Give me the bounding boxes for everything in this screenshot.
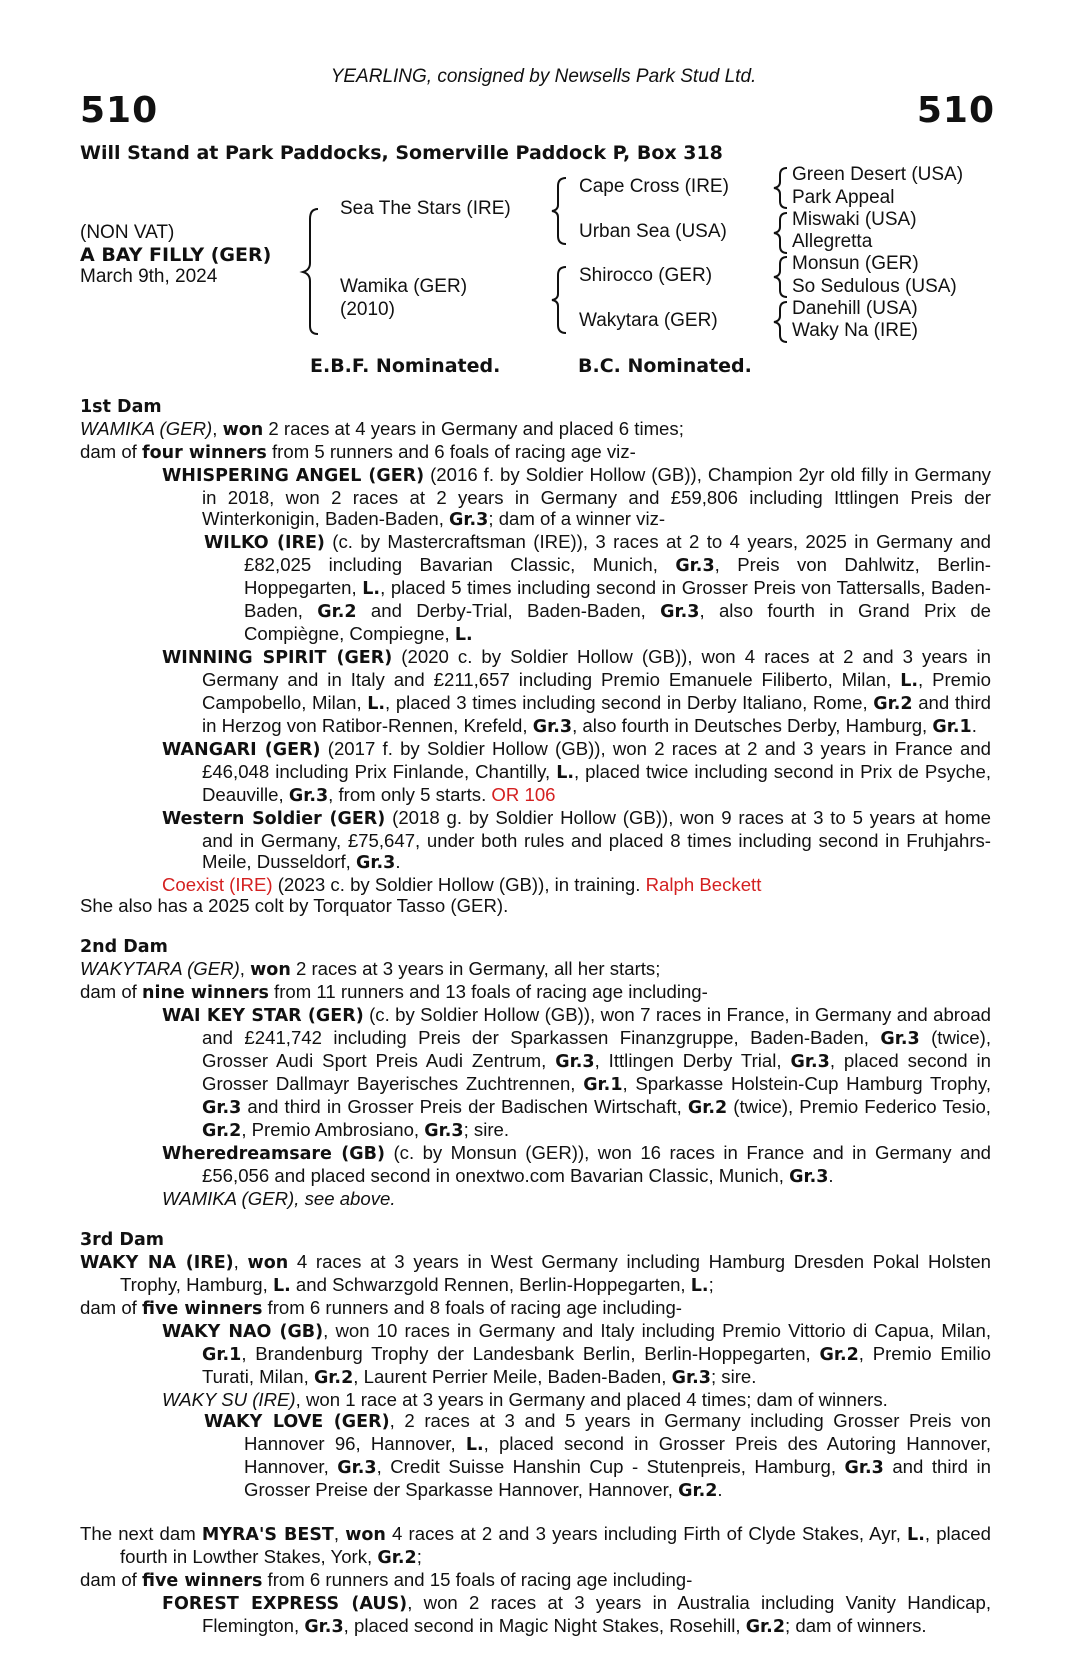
pedigree-braces <box>0 0 1087 400</box>
gg-5: Monsun (GER) <box>792 253 919 274</box>
third-dam-heading: 3rd Dam <box>80 1230 164 1250</box>
sire-dam: Urban Sea (USA) <box>579 221 727 242</box>
lot-number-left: 510 <box>80 90 159 131</box>
horse-name: A BAY FILLY (GER) <box>80 244 272 266</box>
sire: Sea The Stars (IRE) <box>340 198 511 219</box>
brace-sire <box>552 178 566 244</box>
next-dam-summary: The next dam MYRA'S BEST, won 4 races at 2 and 3 years including Firth of Clyde Stakes, Ayr, L., placed fourth in Lowther Stakes, York, Gr.2; <box>80 1523 991 1568</box>
dam-year: (2010) <box>340 299 395 320</box>
entry-wheredreamsare: Wheredreamsare (GB) (c. by Monsun (GER)), won 16 races in France and in Germany and £56,056 and placed second in onextwo.com Bavarian Classic, Munich, Gr.3. <box>162 1142 992 1187</box>
entry-waky-love: WAKY LOVE (GER), 2 races at 3 and 5 years in Germany including Grosser Preis von Hannover 96, Hannover, L., placed second in Grosser Preis des Autoring Hannover, Hannover, Gr.3, Credit Suisse Hanshin Cup - Stutenpreis, Hamburg, Gr.3 and third in Grosser Preise der Sparkasse Hannover, Hannover, Gr.2. <box>204 1410 991 1501</box>
brace-dam <box>552 267 566 333</box>
brace-main <box>303 209 318 334</box>
produce-record <box>80 397 991 1638</box>
brace-group-4 <box>774 168 787 342</box>
won-label: won <box>222 420 264 440</box>
consignment-line: YEARLING, consigned by Newsells Park Stud Ltd. <box>330 66 757 87</box>
first-dam-text: 2 races at 4 years in Germany and placed 6 times; <box>263 418 684 439</box>
trainer-name: Ralph Beckett <box>645 874 762 895</box>
dam-sire: Shirocco (GER) <box>579 265 713 286</box>
next-dam-produce: dam of five winners from 6 runners and 15 foals of racing age including- <box>80 1569 693 1591</box>
vat-status: (NON VAT) <box>80 222 175 243</box>
stand-location: Will Stand at Park Paddocks, Somerville Paddock P, Box 318 <box>80 142 723 164</box>
bc-nomination: B.C. Nominated. <box>578 355 752 377</box>
entry-western-soldier: Western Soldier (GER) (2018 g. by Soldier Hollow (GB)), won 9 races at 3 to 5 years at home and in Germany, £75,647, under both rules and placed 8 times including second in Fruhjahrs-Meile, Dusseldorf, Gr.3. <box>162 807 991 873</box>
official-rating: OR 106 <box>491 784 556 805</box>
first-dam-produce: dam of four winners from 5 runners and 6 foals of racing age viz- <box>80 441 636 463</box>
entry-winning-spirit: WINNING SPIRIT (GER) (2020 c. by Soldier Hollow (GB)), won 4 races at 2 and 3 years in Germany and in Italy and £211,657 including Premio Emanuele Filiberto, Milan, L., Premio Campobello, Milan, L., placed 3 times including second in Derby Italiano, Rome, Gr.2 and third in Herzog von Ratibor-Rennen, Krefeld, Gr.3, also fourth in Deutsches Derby, Hamburg, Gr.1. <box>162 646 992 737</box>
third-dam-produce: dam of five winners from 6 runners and 8 foals of racing age including- <box>80 1297 682 1319</box>
entry-waky-nao: WAKY NAO (GB), won 10 races in Germany and Italy including Premio Vittorio di Capua, Milan, Gr.1, Brandenburg Trophy der Landesbank Berlin, Berlin-Hoppegarten, Gr.2, Premio Emilio Turati, Milan, Gr.2, Laurent Perrier Meile, Baden-Baden, Gr.3; sire. <box>162 1320 991 1388</box>
entry-wilko: WILKO (IRE) (c. by Mastercraftsman (IRE)), 3 races at 2 to 4 years, 2025 in Germany and £82,025 including Bavarian Classic, Munich, Gr.3, Preis von Dahlwitz, Berlin-Hoppegarten, L., placed 5 times including second in Grosser Preis von Tattersalls, Baden-Baden, Gr.2 and Derby-Trial, Baden-Baden, Gr.3, also fourth in Grand Prix de Compiègne, Compiegne, L. <box>204 531 992 645</box>
entry-wai-key-star: WAI KEY STAR (GER) (c. by Soldier Hollow (GB)), won 7 races in France, in Germany and abroad and £241,742 including Preis der Sparkassen Finanzgruppe, Baden-Baden, Gr.3 (twice), Grosser Audi Sport Preis Audi Zentrum, Gr.3, Ittlingen Derby Trial, Gr.3, placed second in Grosser Dallmayr Bayerisches Zuchtrennen, Gr.1, Sparkasse Holstein-Cup Hamburg Trophy, Gr.3 and third in Grosser Preis der Badischen Wirtschaft, Gr.2 (twice), Premio Federico Tesio, Gr.2, Premio Ambrosiano, Gr.3; sire. <box>162 1004 991 1141</box>
entry-wamika-ref: WAMIKA (GER), see above. <box>162 1188 396 1209</box>
gg-1: Green Desert (USA) <box>792 164 964 185</box>
second-dam-produce: dam of nine winners from 11 runners and 13 foals of racing age including- <box>80 981 708 1003</box>
first-dam-heading: 1st Dam <box>80 397 162 417</box>
entry-coexist: Coexist (IRE) (2023 c. by Soldier Hollow (GB)), in training. Ralph Beckett <box>162 874 762 895</box>
entry-wangari: WANGARI (GER) (2017 f. by Soldier Hollow (GB)), won 2 races at 2 and 3 years in France and £46,048 including Prix Finlande, Chantilly, L., placed twice including second in Prix de Psyche, Deauville, Gr.3, from only 5 starts. OR 106 <box>162 738 992 806</box>
horse-dob: March 9th, 2024 <box>80 266 218 287</box>
gg-7: Danehill (USA) <box>792 298 918 319</box>
dam-dam: Wakytara (GER) <box>579 310 718 331</box>
gg-2: Park Appeal <box>792 187 895 208</box>
ebf-nomination: E.B.F. Nominated. <box>310 355 501 377</box>
third-dam-summary: WAKY NA (IRE), won 4 races at 3 years in West Germany including Hamburg Dresden Pokal Holsten Trophy, Hamburg, L. and Schwarzgold Rennen, Berlin-Hoppegarten, L.; <box>80 1251 992 1296</box>
sire-sire: Cape Cross (IRE) <box>579 176 729 197</box>
entry-forest-express: FOREST EXPRESS (AUS), won 2 races at 3 years in Australia including Vanity Handicap, Flemington, Gr.3, placed second in Magic Night Stakes, Rosehill, Gr.2; dam of winners. <box>162 1592 991 1637</box>
lot-number-right: 510 <box>916 90 995 131</box>
entry-waky-su: WAKY SU (IRE), won 1 race at 3 years in Germany and placed 4 times; dam of winners. <box>162 1389 888 1410</box>
first-dam-also: She also has a 2025 colt by Torquator Tasso (GER). <box>80 895 509 916</box>
first-dam-summary: WAMIKA (GER), won 2 races at 4 years in Germany and placed 6 times; <box>80 418 684 440</box>
gg-3: Miswaki (USA) <box>792 209 917 230</box>
winners-count: four winners <box>142 443 267 463</box>
gg-4: Allegretta <box>792 231 873 252</box>
second-dam-heading: 2nd Dam <box>80 937 168 957</box>
gg-6: So Sedulous (USA) <box>792 276 957 297</box>
first-dam-name: WAMIKA (GER) <box>80 418 213 439</box>
gg-8: Waky Na (IRE) <box>792 320 918 341</box>
second-dam-summary: WAKYTARA (GER), won 2 races at 3 years in Germany, all her starts; <box>80 958 661 980</box>
entry-whispering-angel: WHISPERING ANGEL (GER) (2016 f. by Soldier Hollow (GB)), Champion 2yr old filly in Germany in 2018, won 2 races at 2 years in Germany and £59,806 including Ittlingen Preis der Winterkonigin, Baden-Baden, Gr.3; dam of a winner viz- <box>162 464 991 530</box>
dam: Wamika (GER) <box>340 276 468 297</box>
